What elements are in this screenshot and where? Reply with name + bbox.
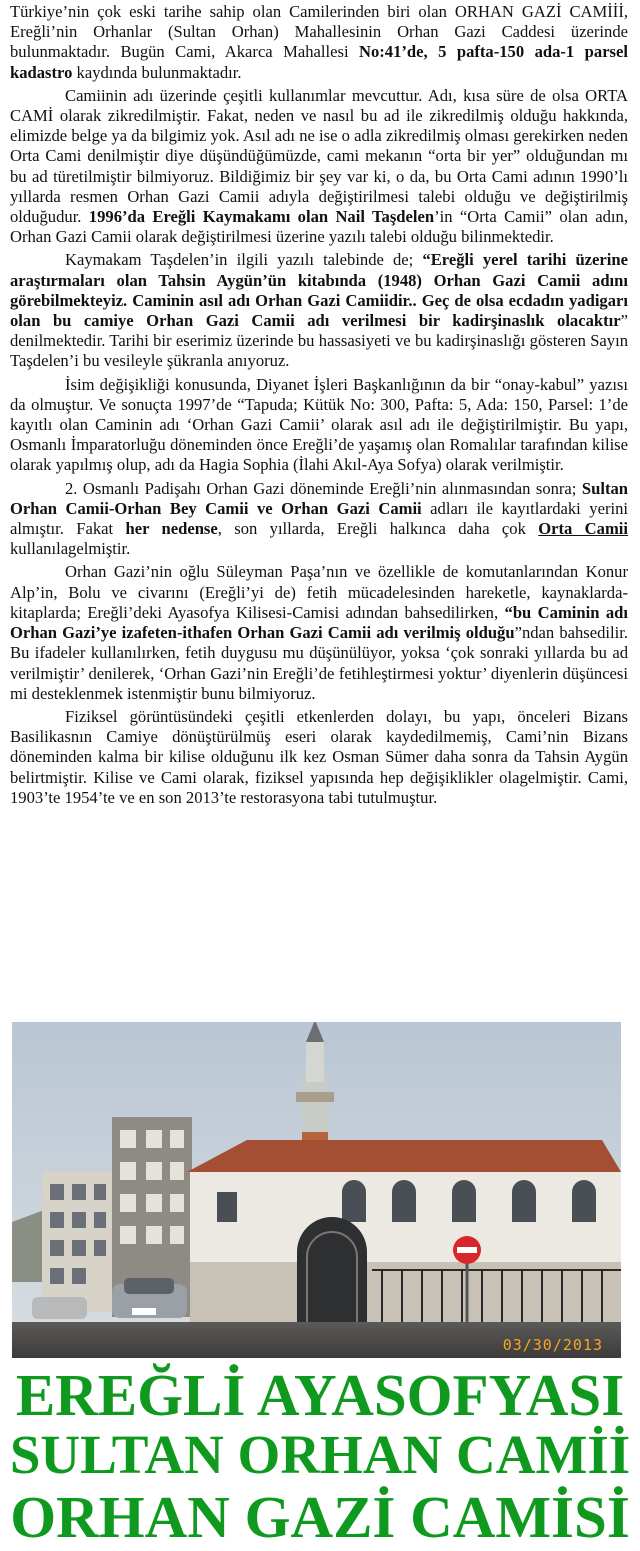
paragraph <box>10 707 628 808</box>
paragraph-text: İsim değişikliği konusunda, Diyanet İşleri Başkanlığının da bir “onay-kabul” yazısı da olmuştur. Ve sonuçta 1997’de “Tapuda; Kütük No: 300, Pafta: 5, Ada: 150, Parsel: 1’de kayıtlı olan Caminin adı ‘Orhan Gazi Camii’ olarak asıl adı ile değiştirilmiştir. Bu yapı, Osmanlı İmparatorluğu döneminden önce Ereğli’de yaşamış olan Romalılar tarafından kilise olarak yapılmış olup, adı da Hagia Sophia (İlahi Akıl-Aya Sofya) olarak verilmiştir. <box>10 374 628 475</box>
paragraph-text: Kaymakam Taşdelen’in ilgili yazılı talebinde de; <box>65 250 423 270</box>
paragraph-text: ”ndan bahsedilir. Bu ifadeler kullanılırken, fetih duygusu mu düşünülüyor, yoksa ‘çok sonraki yıllarda bu ad verilmiştir’ denilerek, ‘Orhan Gazi’nin Ereğli’de fetihleştirmesi yoktur’ diyenlerin düşüncesi mi desteklenmek istenmiştir bunu bilmiyoruz. <box>10 623 628 703</box>
title-line-3: ORHAN GAZİ CAMİSİ <box>10 1484 630 1550</box>
paragraph-text: kaydında bulunmaktadır. <box>72 62 242 82</box>
paragraph-text: Fiziksel görüntüsündeki çeşitli etkenlerden dolayı, bu yapı, önceleri Bizans Basilikasnın Camiye dönüştürülmüş eseri olarak kaydedilmemiş, Cami’nin Bizans döneminden kalma bir kilise olduğunu ilk kez Osman Sümer daha sonra da Tahsin Aygün belirtmiştir. Kilise ve Cami olarak, fiziksel yapısında hep değişiklikler olagelmiştir. Cami, 1903’te 1954’te ve en son 2013’te restorasyona tabi tutulmuştur. <box>10 706 628 807</box>
article-body <box>10 2 628 811</box>
mosque-photo <box>12 1022 621 1358</box>
paragraph-text: kullanılagelmiştir. <box>10 539 131 559</box>
paragraph-text: Orhan Gazi’nin oğlu Süleyman Paşa’nın ve özellikle de komutanlarından Konur Alp’in, Bolu ve civarını (Ereğli’yi de) fetih mücadelesinden hareketle, kaynaklarda-kitaplarda; Ereğli’deki Ayasofya Kilisesi-Camisi adından bahsedilirken, <box>10 562 628 622</box>
bold-text: “bu Caminin adı Orhan Gazi’ye izafeten-ithafen Orhan Gazi Camii adı verilmiş olduğu <box>10 602 629 643</box>
paragraph <box>10 375 628 476</box>
paragraph-text: 2. Osmanlı Padişahı Orhan Gazi döneminde Ereğli’nin alınmasından sonra; <box>65 478 582 498</box>
paragraph <box>10 562 628 703</box>
paragraph <box>10 250 628 371</box>
paragraph-text: Türkiye’nin çok eski tarihe sahip olan Camilerinden biri olan ORHAN GAZİ CAMİİİ, Ereğli’nin Orhanlar (Sultan Orhan) Mahallesinin Orhan Gazi Caddesi üzerinde bulunmaktadır. Bugün Cami, Akarca Mahallesi <box>10 2 628 62</box>
bold-text: Sultan Orhan Camii-Orhan Bey Camii ve Orhan Gazi Camii <box>10 478 628 518</box>
paragraph-text: , son yıllarda, Ereğli halkınca daha çok <box>217 519 539 539</box>
paragraph <box>10 86 628 248</box>
photo-date-stamp: 03/30/2013 <box>502 1336 603 1354</box>
bold-text: her nedense <box>125 519 218 539</box>
bold-text: 1996’da Ereğli Kaymakamı olan Nail Taşdelen <box>88 207 435 227</box>
title-line-1: EREĞLİ AYASOFYASI <box>15 1362 625 1428</box>
paragraph-text: ’in “Orta Camii” olan adın, Orhan Gazi Camii olarak değiştirilmesi üzerine yazılı talebi olduğu bilinmektedir. <box>10 207 628 247</box>
paragraph-text: Camiinin adı üzerinde çeşitli kullanımlar mevcuttur. Adı, kısa süre de olsa ORTA CAMİ olarak zikredilmiştir. Fakat, neden ve nasıl bu ad ile zikredilmiş olduğu hakkında, elimizde belge ya da bilgimiz yok. Asıl adı ne ise o adla zikredilmiş olması gerekirken neden Orta Cami denilmiştir diye düşündüğümüzde, cami mekanın “orta bir yer” olduğundan mı bu ad türetilmiştir bilmiyoruz. Bildiğimiz bir şey var ki, o da, bu Orta Cami adının 1990’lı yıllarda resmen Orhan Gazi Camii adıyla değiştirilmesi talebi olduğu ve değiştirilmiş olduğudur. <box>10 85 628 227</box>
bold-text: “Ereğli yerel tarihi üzerine araştırmaları olan Tahsin Aygün’ün kitabında (1948) Orhan Gazi Camii adını görebilmekteyiz. Caminin asıl adı Orhan Gazi Camiidir.. Geç de olsa ecdadın yadigarı olan bu camiye Orhan Gazi Camii adı verilmesi bir kadirşinaslık olacaktır <box>10 250 628 331</box>
paragraph-text: adları ile kayıtlardaki yerini almıştır. Fakat <box>10 498 628 539</box>
title-line-2: SULTAN ORHAN CAMİİ <box>9 1424 631 1485</box>
bold-text: Orta Camii <box>538 519 628 539</box>
paragraph-text: ” denilmektedir. Tarihi bir eserimiz üzerinde bu hassasiyeti ve bu kadirşinaslığı gösteren Sayın Taşdelen’i bu vesileyle şükranla anıyoruz. <box>10 311 628 371</box>
paragraph <box>10 2 628 83</box>
bold-text: No:41’de, 5 pafta-150 ada-1 parsel kadastro <box>10 42 628 82</box>
paragraph <box>10 479 628 560</box>
